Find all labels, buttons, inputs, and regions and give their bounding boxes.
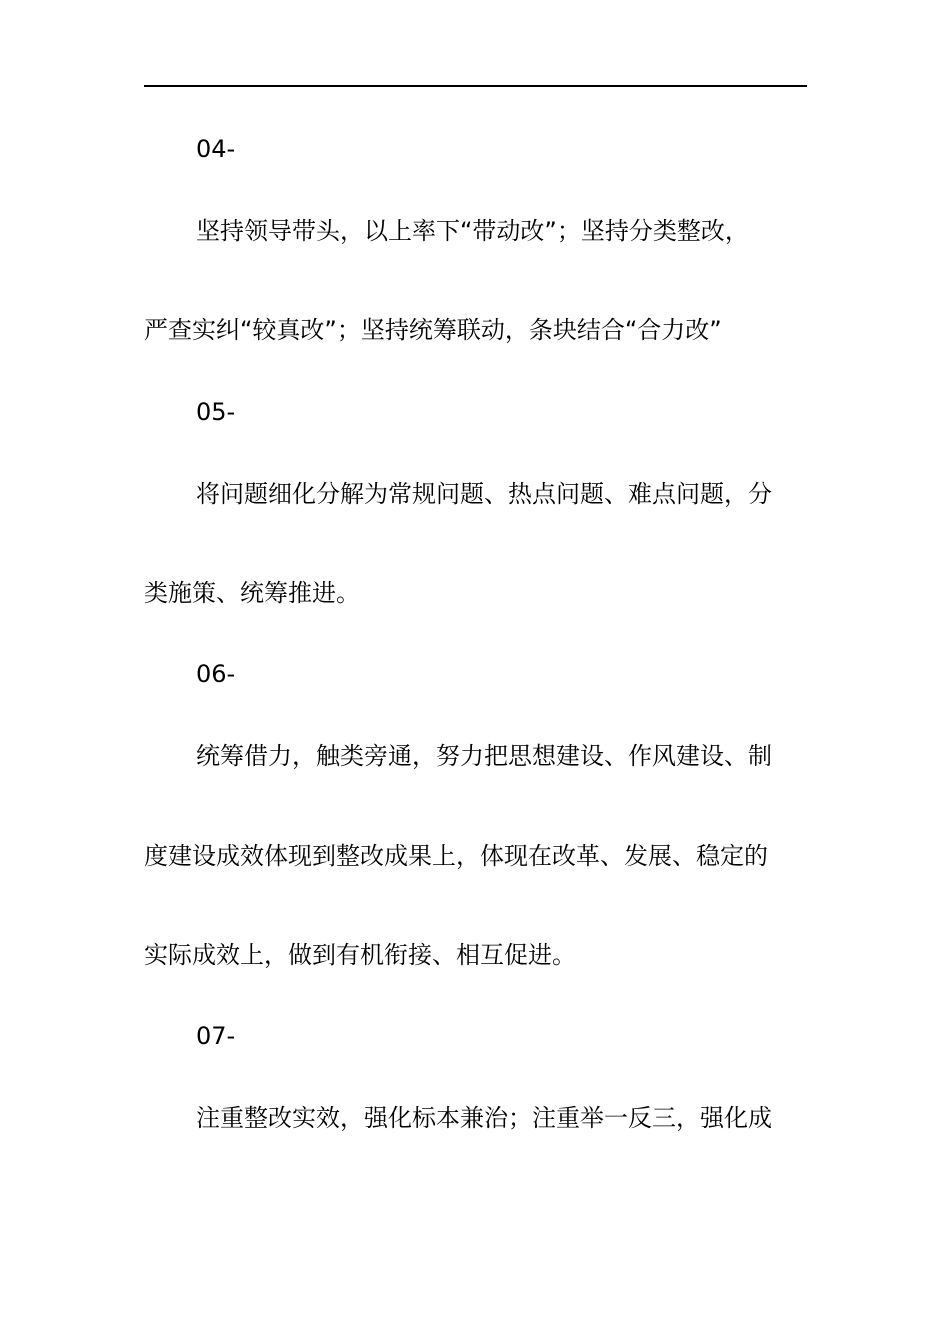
section-number-06: 06- [196, 660, 236, 688]
section-06-line-1: 统筹借力，触类旁通，努力把思想建设、作风建设、制 [196, 742, 772, 770]
section-06-line-2: 度建设成效体现到整改成果上，体现在改革、发展、稳定的 [144, 842, 768, 870]
section-05-line-2: 类施策、统筹推进。 [144, 579, 360, 607]
section-number-04: 04- [196, 135, 236, 163]
section-05-line-1: 将问题细化分解为常规问题、热点问题、难点问题，分 [196, 480, 772, 508]
header-rule [144, 85, 807, 87]
section-07-line-1: 注重整改实效，强化标本兼治；注重举一反三，强化成 [196, 1104, 772, 1132]
section-number-07: 07- [196, 1022, 236, 1050]
section-06-line-3: 实际成效上，做到有机衔接、相互促进。 [144, 941, 576, 969]
section-04-line-2: 严查实纠“较真改”；坚持统筹联动，条块结合“合力改” [144, 316, 722, 344]
section-number-05: 05- [196, 398, 236, 426]
section-04-line-1: 坚持领导带头，以上率下“带动改”；坚持分类整改， [196, 217, 749, 245]
